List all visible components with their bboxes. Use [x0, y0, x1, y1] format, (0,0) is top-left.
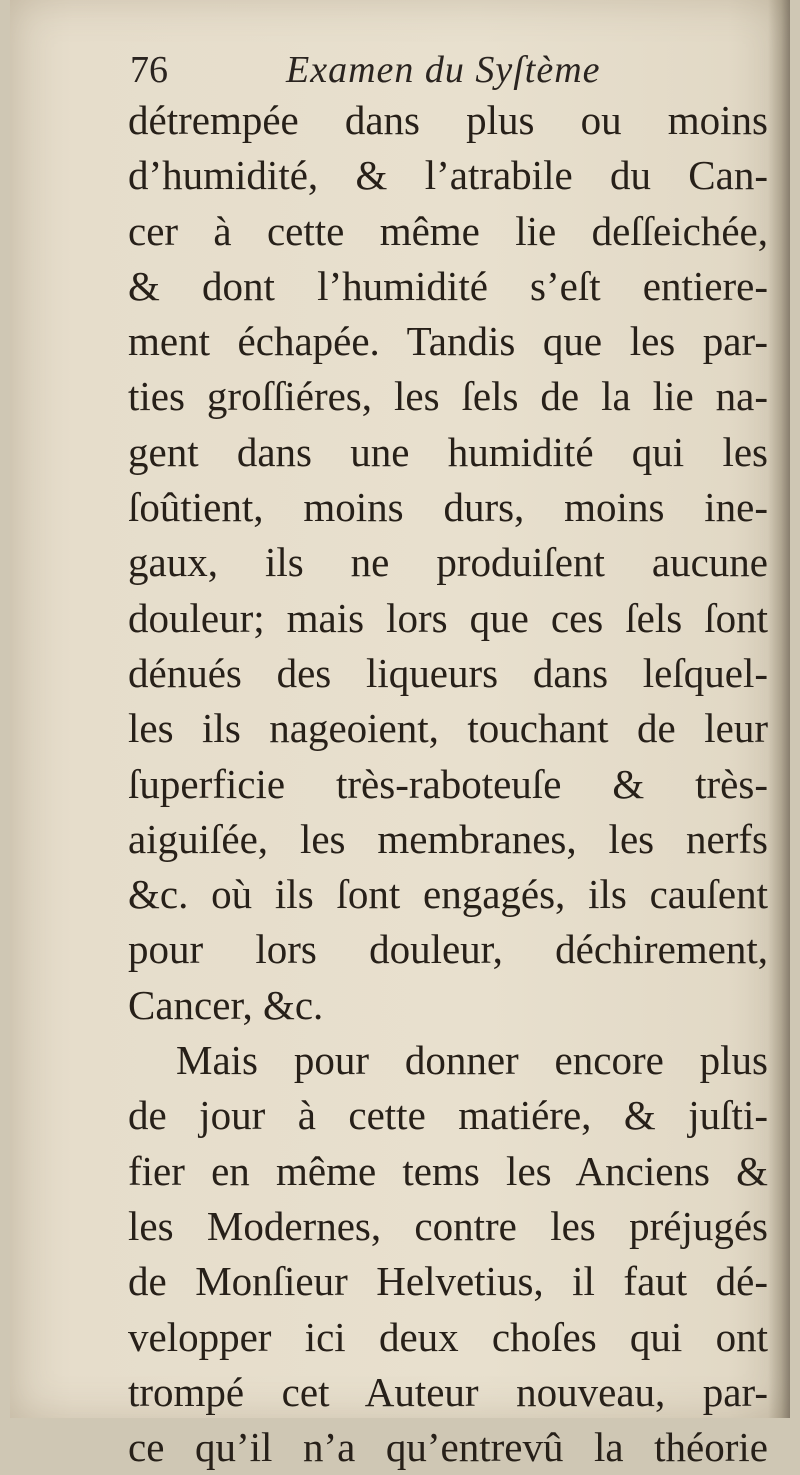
text-line: dénués des liqueurs dans leſquel- [128, 649, 768, 696]
book-page [10, 0, 790, 1471]
text-line: les Modernes, contre les préjugés [128, 1202, 768, 1249]
text-line: ſoûtient, moins durs, moins ine- [128, 484, 768, 531]
text-line: aiguiſée, les membranes, les nerfs [128, 815, 768, 862]
text-line: de jour à cette matiére, & juſti- [128, 1092, 768, 1139]
paragraph-end-line: Cancer, &c. [128, 981, 324, 1028]
text-line: trompé cet Auteur nouveau, par- [128, 1368, 768, 1415]
text-line: détrempée dans plus ou moins [128, 97, 768, 143]
text-line: d’humidité, & l’atrabile du Can- [128, 152, 768, 199]
text-line: ſuperficie très-raboteuſe & très- [128, 760, 768, 807]
text-line: ment échapée. Tandis que les par- [128, 318, 768, 365]
text-line: cer à cette même lie deſſeichée, [128, 207, 768, 254]
text-line: ce qu’il n’a qu’entrevû la théorie [128, 1424, 768, 1471]
text-line: de Monſieur Helvetius, il faut dé- [128, 1258, 768, 1305]
text-line: les ils nageoient, touchant de leur [128, 705, 768, 752]
text-line: & dont l’humidité s’eſt entiere- [128, 262, 768, 309]
text-line: gent dans une humidité qui les [128, 428, 768, 475]
text-line: douleur; mais lors que ces ſels ſont [128, 594, 768, 641]
running-head [128, 40, 688, 100]
running-title: Examen du Syſtème [286, 49, 601, 91]
page-edge-shadow [768, 0, 790, 1418]
text-line: ties groſſiéres, les ſels de la lie na- [128, 373, 768, 420]
body-text [128, 93, 768, 1475]
text-line: fier en même tems les Anciens & [128, 1147, 768, 1194]
text-line: gaux, ils ne produiſent aucune [128, 539, 768, 586]
text-line: &c. où ils ſont engagés, ils cauſent [128, 871, 768, 918]
page-number: 76 [130, 49, 168, 91]
paragraph-start-line: Mais pour donner encore plus [176, 1037, 768, 1084]
text-line: velopper ici deux choſes qui ont [128, 1313, 768, 1360]
text-line: pour lors douleur, déchirement, [128, 926, 768, 973]
